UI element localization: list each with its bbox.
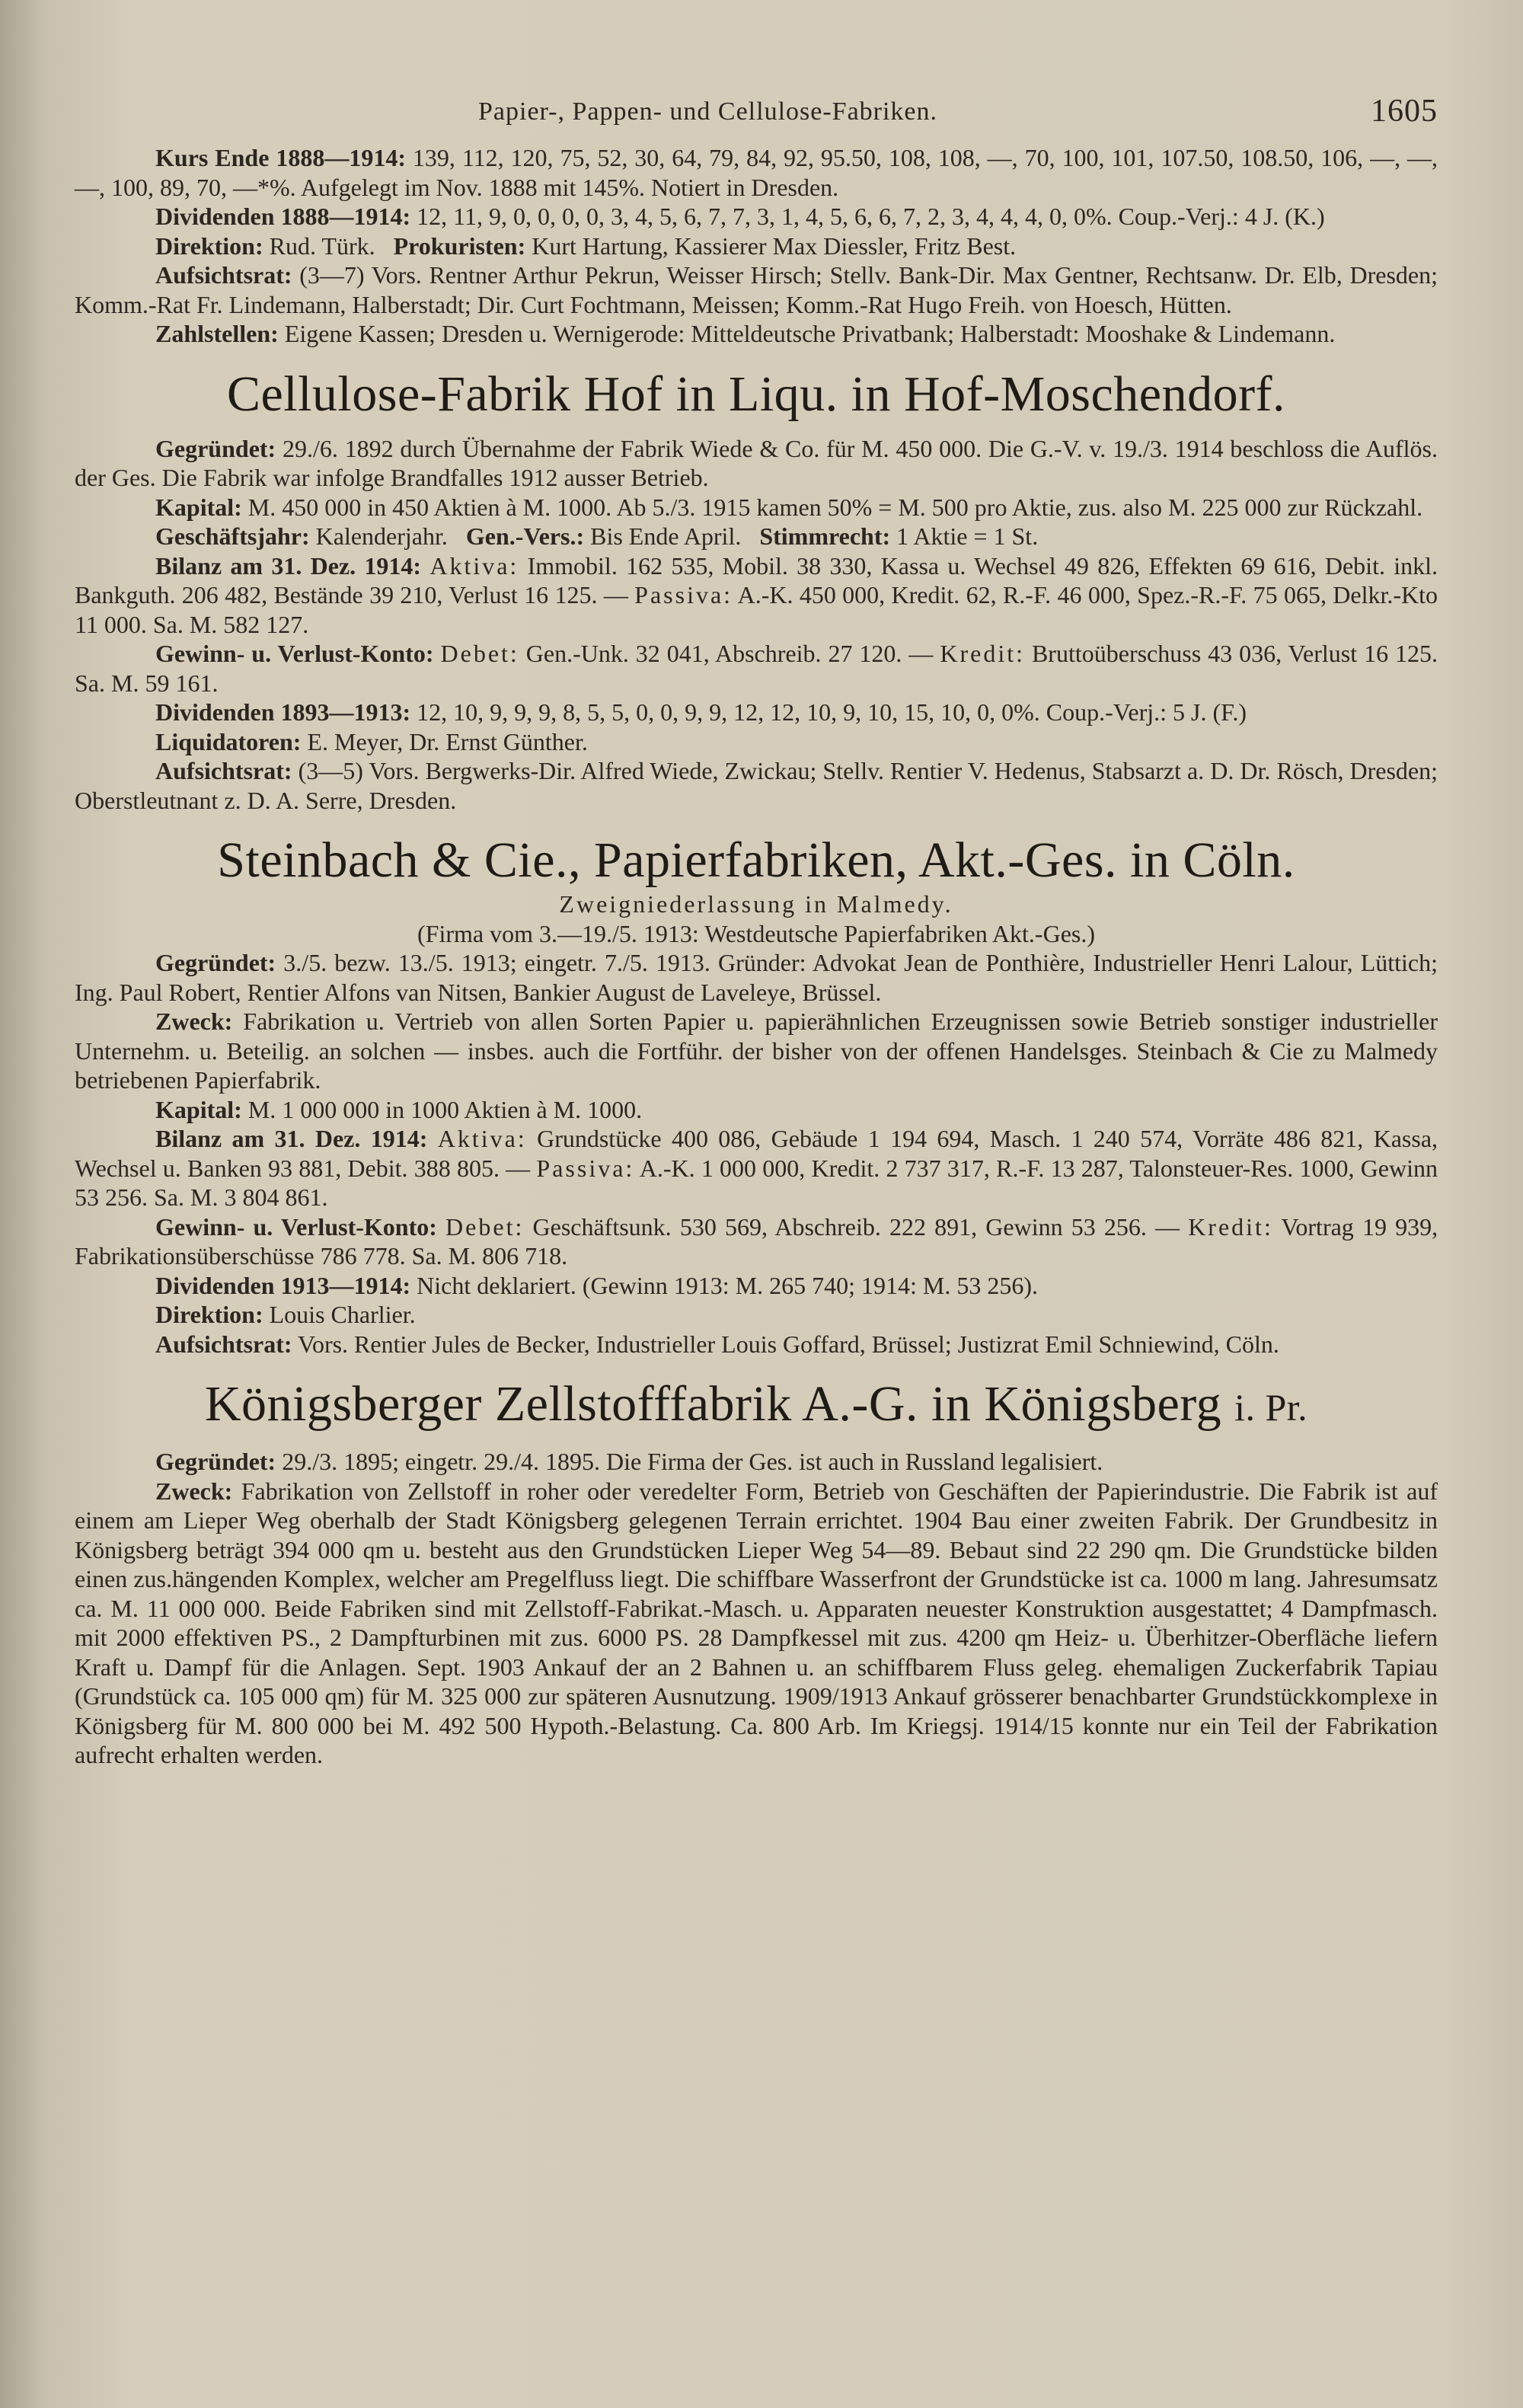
gegruendet-entry	[75, 1447, 1438, 1477]
entry-label: Kapital:	[155, 493, 242, 521]
entry-continued	[75, 143, 1438, 349]
entry-label: Aufsichtsrat:	[155, 261, 292, 289]
entry-text: Rud. Türk.	[269, 232, 375, 260]
entry-label: Zweck:	[155, 1477, 233, 1505]
kredit-label: Kredit:	[1188, 1212, 1273, 1241]
company-former-name: (Firma vom 3.—19./5. 1913: Westdeutsche Papierfabriken Akt.-Ges.)	[417, 919, 1095, 947]
entry-text: M. 450 000 in 450 Aktien à M. 1000. Ab 5./3. 1915 kamen 50% = M. 500 pro Aktie, zus. also M. 225 000 zur Rückzahl.	[247, 493, 1423, 521]
entry-label: Gegründet:	[155, 1448, 276, 1475]
company-title: Steinbach & Cie., Papierfabriken, Akt.-Ges. in Cöln.	[217, 832, 1295, 888]
zweck-entry	[75, 1007, 1438, 1095]
entry-text: 139, 112, 120, 75, 52, 30, 64, 79, 84, 92, 95.50, 108, 108, —, 70, 100, 101, 107.50, 108.50, 106, —, —, —, 100, 89, 70, —*%. Aufgelegt im Nov. 1888 mit 145%. Notiert in Dresden.	[75, 144, 1438, 201]
entry-text: 3./5. bezw. 13./5. 1913; eingetr. 7./5. 1913. Gründer: Advokat Jean de Ponthière, Industrieller Henri Lalour, Lüttich; Ing. Paul Robert, Rentier Alfons van Nitsen, Bankier August de Laveleye, Brüssel.	[75, 949, 1438, 1006]
entry-label: Aufsichtsrat:	[155, 1330, 292, 1358]
entry-label: Direktion:	[155, 232, 263, 260]
entry-text: A.-K. 1 000 000, Kredit. 2 737 317, R.-F. 13 287, Talonsteuer-Res. 1000, Gewinn 53 256. Sa. M. 3 804 861.	[75, 1154, 1438, 1211]
bilanz-entry	[75, 551, 1438, 640]
entry-text: 29./3. 1895; eingetr. 29./4. 1895. Die Firma der Ges. ist auch in Russland legalisiert.	[282, 1448, 1103, 1475]
passiva-label: Passiva:	[634, 581, 733, 608]
dividenden-entry	[75, 1271, 1438, 1301]
entry-text: Nicht deklariert. (Gewinn 1913: M. 265 740; 1914: M. 53 256).	[417, 1271, 1039, 1299]
entry-text: Louis Charlier.	[269, 1301, 416, 1328]
entry-text: 12, 11, 9, 0, 0, 0, 0, 3, 4, 5, 6, 7, 7, 3, 1, 4, 5, 6, 6, 7, 2, 3, 4, 4, 4, 0, 0%. Coup.-Verj.: 4 J. (K.)	[417, 203, 1325, 230]
entry-label: Stimmrecht:	[759, 522, 891, 550]
entry-label: Gewinn- u. Verlust-Konto:	[155, 1212, 437, 1241]
entry-text: (3—5) Vors. Bergwerks-Dir. Alfred Wiede, Zwickau; Stellv. Rentier V. Hedenus, Stabsarzt a. D. Dr. Rösch, Dresden; Oberstleutnant z. D. A. Serre, Dresden.	[75, 757, 1438, 814]
entry-text: Gen.-Unk. 32 041, Abschreib. 27 120. —	[525, 640, 934, 667]
gewinn-verlust-entry	[75, 639, 1438, 698]
entry-text: A.-K. 450 000, Kredit. 62, R.-F. 46 000, Spez.-R.-F. 75 065, Delkr.-Kto 11 000. Sa. M. 582 127.	[75, 581, 1438, 638]
dividenden-entry	[75, 698, 1438, 727]
debet-label: Debet:	[440, 640, 519, 667]
passiva-label: Passiva:	[536, 1154, 635, 1182]
header-title: Papier-, Pappen- und Cellulose-Fabriken.	[478, 97, 938, 126]
entry-text: 12, 10, 9, 9, 9, 8, 5, 5, 0, 0, 9, 9, 12, 12, 10, 9, 10, 15, 10, 0, 0%. Coup.-Verj.: 5 J. (F.)	[417, 698, 1247, 726]
direktion-entry	[75, 232, 1438, 261]
company-subtitle: Zweigniederlassung in Malmedy.	[559, 890, 953, 918]
entry-label: Bilanz am 31. Dez. 1914:	[155, 1125, 428, 1152]
entry-text: Kalenderjahr.	[315, 522, 448, 550]
company-title: Cellulose-Fabrik Hof in Liqu. in Hof-Moschendorf.	[226, 366, 1286, 422]
company-title-suffix: i. Pr.	[1234, 1386, 1308, 1429]
entry-label: Dividenden 1893—1913:	[155, 698, 411, 726]
entry-text: Vortrag 19 939, Fabrikationsüberschüsse 786 778. Sa. M. 806 718.	[75, 1212, 1438, 1269]
entry-label: Aufsichtsrat:	[155, 757, 292, 784]
dividenden-entry	[75, 202, 1438, 232]
company-title-main: Königsberger Zellstofffabrik A.-G. in Königsberg	[204, 1376, 1222, 1432]
liquidatoren-entry	[75, 727, 1438, 757]
geschaeftsjahr-entry	[75, 522, 1438, 551]
entry-text: Fabrikation u. Vertrieb von allen Sorten Papier u. papierähnlichen Erzeugnissen sowie Betrieb sonstiger industrieller Unternehm. u. Beteilig. an solchen — insbes. auch die Fortführ. der bisher von der offenen Handelsges. Steinbach & Cie zu Malmedy betriebenen Papierfabrik.	[75, 1008, 1438, 1094]
entry-label: Gen.-Vers.:	[465, 522, 585, 550]
entry-text: E. Meyer, Dr. Ernst Günther.	[307, 727, 588, 755]
company-entry	[75, 832, 1438, 1359]
page-number: 1605	[1371, 94, 1438, 129]
gewinn-verlust-entry	[75, 1212, 1438, 1271]
company-entry	[75, 366, 1438, 816]
entry-text: Bis Ende April.	[590, 522, 742, 550]
kurs-entry	[75, 143, 1438, 202]
entry-text: Kurt Hartung, Kassierer Max Diessler, Fritz Best.	[532, 232, 1017, 260]
aufsichtsrat-entry	[75, 1330, 1438, 1359]
entry-label: Dividenden 1888—1914:	[155, 203, 411, 230]
entry-label: Bilanz am 31. Dez. 1914:	[155, 551, 422, 580]
running-header	[75, 90, 1438, 143]
zweck-entry	[75, 1477, 1438, 1770]
zahlstellen-entry	[75, 319, 1438, 349]
entry-text: 29./6. 1892 durch Übernahme der Fabrik Wiede & Co. für M. 450 000. Die G.-V. v. 19./3. 1914 beschloss die Auflös. der Ges. Die Fabrik war infolge Brandfalles 1912 ausser Betrieb.	[75, 434, 1438, 491]
entry-label: Gegründet:	[155, 949, 276, 976]
entry-text: Geschäftsunk. 530 569, Abschreib. 222 891, Gewinn 53 256. —	[532, 1212, 1180, 1241]
aktiva-label: Aktiva:	[437, 1125, 527, 1152]
entry-label: Zweck:	[155, 1008, 233, 1035]
bilanz-entry	[75, 1124, 1438, 1212]
entry-text: Bruttoüberschuss 43 036, Verlust 16 125. Sa. M. 59 161.	[75, 640, 1438, 697]
entry-label: Prokuristen:	[393, 232, 526, 260]
entry-label: Geschäftsjahr:	[155, 522, 310, 550]
entry-text: Fabrikation von Zellstoff in roher oder veredelter Form, Betrieb von Geschäften der Papierindustrie. Die Fabrik ist auf einem am Lieper Weg oberhalb der Stadt Königsberg gelegenen Terrain errichtet. 1904 Bau einer zweiten Fabrik. Der Grundbesitz in Königsberg beträgt 394 000 qm u. besteht aus den Grundstücken Lieper Weg 54—89. Bebaut sind 22 290 qm. Die Grundstücke bilden einen zus.hängenden Komplex, welcher am Pregelfluss liegt. Die schiffbare Wasserfront der Grundstücke ist ca. 1000 m lang. Jahresumsatz ca. M. 11 000 000. Beide Fabriken sind mit Zellstoff-Fabrikat.-Masch. u. Apparaten neuester Konstruktion ausgestattet; 4 Dampfmasch. mit 2000 effektiven PS., 2 Dampfturbinen mit zus. 6000 PS. 28 Dampfkessel mit zus. 4200 qm Heiz- u. Überhitzer-Oberfläche liefern Kraft u. Dampf für die Anlagen. Sept. 1903 Ankauf der an 2 Bahnen u. an schiffbarem Fluss geleg. ehemaligen Zuckerfabrik Tapiau (Grundstück ca. 105 000 qm) für M. 325 000 zur späteren Ausnutzung. 1909/1913 Ankauf grösserer benachbarter Grundstückkomplexe in Königsberg für M. 800 000 bei M. 492 500 Hypoth.-Belastung. Ca. 800 Arb. Im Kriegsj. 1914/15 konnte nur ein Teil der Fabrikation aufrecht erhalten werden.	[75, 1477, 1438, 1768]
entry-label: Gewinn- u. Verlust-Konto:	[155, 640, 434, 667]
entry-label: Liquidatoren:	[155, 727, 302, 755]
entry-label: Zahlstellen:	[155, 320, 279, 347]
entry-text: Eigene Kassen; Dresden u. Wernigerode: Mitteldeutsche Privatbank; Halberstadt: Mooshake & Lindemann.	[284, 320, 1336, 347]
debet-label: Debet:	[445, 1212, 525, 1241]
entry-text: 1 Aktie = 1 St.	[896, 522, 1039, 550]
kapital-entry	[75, 493, 1438, 522]
direktion-entry	[75, 1300, 1438, 1330]
entry-text: Immobil. 162 535, Mobil. 38 330, Kassa u. Wechsel 49 826, Effekten 69 616, Debit. inkl. Bankguth. 206 482, Bestände 39 210, Verlust 16 125. —	[75, 551, 1438, 608]
aktiva-label: Aktiva:	[429, 551, 519, 580]
company-title	[75, 1375, 1438, 1436]
company-entry	[75, 1375, 1438, 1770]
kredit-label: Kredit:	[940, 640, 1025, 667]
entry-label: Kurs Ende 1888—1914:	[155, 144, 406, 171]
entry-text: Grundstücke 400 086, Gebäude 1 194 694, Masch. 1 240 574, Vorräte 486 821, Kassa, Wechsel u. Banken 93 881, Debit. 388 805. —	[75, 1125, 1438, 1182]
text-column	[75, 90, 1438, 1770]
entry-label: Dividenden 1913—1914:	[155, 1271, 411, 1299]
entry-label: Direktion:	[155, 1301, 263, 1328]
entry-label: Gegründet:	[155, 434, 276, 462]
entry-label: Kapital:	[155, 1095, 242, 1123]
entry-text: Vors. Rentier Jules de Becker, Industrieller Louis Goffard, Brüssel; Justizrat Emil Schniewind, Cöln.	[297, 1330, 1279, 1358]
aufsichtsrat-entry	[75, 756, 1438, 815]
entry-text: (3—7) Vors. Rentner Arthur Pekrun, Weisser Hirsch; Stellv. Bank-Dir. Max Gentner, Rechtsanw. Dr. Elb, Dresden; Komm.-Rat Fr. Lindemann, Halberstadt; Dir. Curt Fochtmann, Meissen; Komm.-Rat Hugo Freih. von Hoesch, Hütten.	[75, 261, 1438, 318]
entry-text: M. 1 000 000 in 1000 Aktien à M. 1000.	[247, 1095, 643, 1123]
gegruendet-entry	[75, 434, 1438, 493]
kapital-entry	[75, 1095, 1438, 1125]
gegruendet-entry	[75, 948, 1438, 1007]
aufsichtsrat-entry	[75, 260, 1438, 319]
